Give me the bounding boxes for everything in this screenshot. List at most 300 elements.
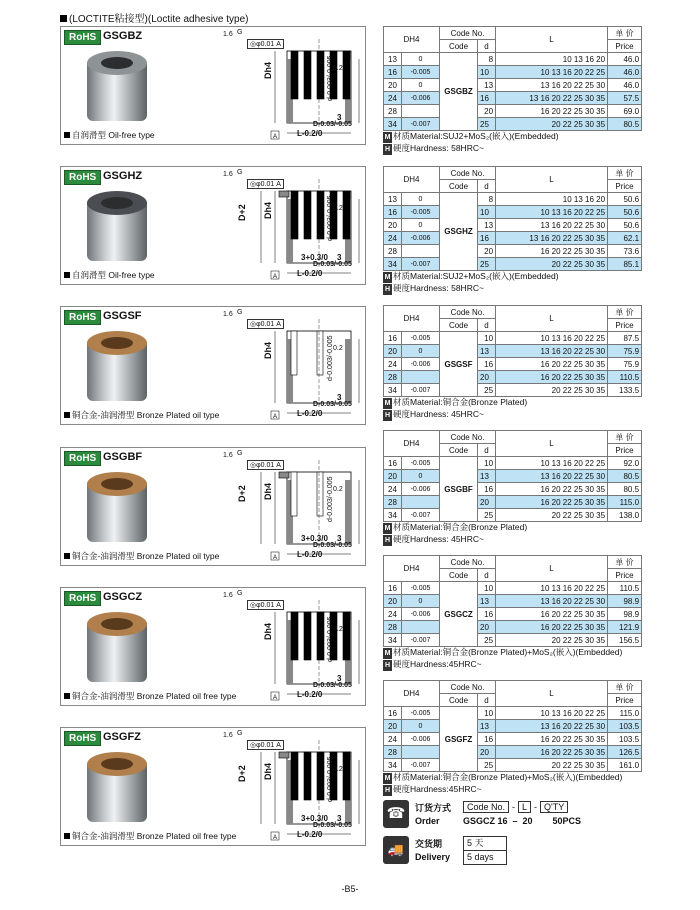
table-cell: 24 — [384, 483, 402, 496]
header-dh4: DH4 — [384, 431, 440, 457]
header-code-no: Code No. — [440, 167, 496, 180]
header-d: d — [478, 180, 496, 193]
order-field-l: L — [518, 801, 531, 813]
technical-drawing — [179, 590, 363, 702]
table-cell: 34 — [384, 384, 402, 397]
order-section — [383, 800, 663, 832]
hardness-line: H 硬度Hardness: 58HRC~ — [384, 143, 484, 153]
header-d: d — [478, 444, 496, 457]
rohs-badge: RoHS — [64, 451, 101, 466]
datum-g: G — [237, 309, 243, 316]
table-cell — [402, 496, 440, 509]
table-row — [384, 371, 642, 384]
outer-d-label: D-0.03/-0.05 — [313, 822, 352, 829]
product-caption: 铜合金-油润滑型 Bronze Plated oil type — [64, 409, 219, 421]
table-cell: 20 22 25 30 35 — [496, 759, 608, 772]
dh-label: Dh4 — [263, 622, 273, 640]
table-cell: 20 — [384, 219, 402, 232]
material-line: M 材质Material:SUJ2+MoS₂(嵌入)(Embedded) — [384, 271, 559, 281]
surface-roughness: 1.6 — [223, 311, 233, 318]
table-cell: 25 — [478, 258, 496, 271]
table-cell: 20 — [478, 746, 496, 759]
datum-g: G — [237, 169, 243, 176]
header-price-cn: 单 价 — [608, 431, 642, 444]
table-cell: 13 — [478, 79, 496, 92]
hardness-line: H 硬度Hardness: 45HRC~ — [384, 534, 484, 544]
table-cell: 115.0 — [608, 496, 642, 509]
table-cell: 20 22 25 30 35 — [496, 384, 608, 397]
table-row — [384, 759, 642, 772]
table-cell — [402, 621, 440, 634]
table-row — [384, 496, 642, 509]
d-label: d-0.003/-0.005 — [327, 55, 334, 101]
table-cell: 133.5 — [608, 384, 642, 397]
table-cell: 0 — [402, 193, 440, 206]
table-cell: 13 16 20 22 25 30 — [496, 470, 608, 483]
table-cell: 20 — [478, 621, 496, 634]
surface-roughness: 1.6 — [223, 452, 233, 459]
length-label: L-0.2/0 — [297, 830, 323, 839]
product-caption: 铜合金-油润滑型 Bronze Plated oil type — [64, 550, 219, 562]
header-dh4: DH4 — [384, 167, 440, 193]
table-cell: 28 — [384, 496, 402, 509]
material-line: M 材质Material:铜合金(Bronze Plated) — [384, 522, 528, 532]
technical-drawing — [179, 29, 363, 141]
table-cell: 20 22 25 30 35 — [496, 118, 608, 131]
table-row — [384, 746, 642, 759]
code-cell: GSGSF — [440, 332, 478, 397]
header-price-en: Price — [608, 444, 642, 457]
table-cell: -0.006 — [402, 608, 440, 621]
table-cell: 16 20 22 25 30 35 — [496, 245, 608, 258]
length-label: L-0.2/0 — [297, 409, 323, 418]
table-row — [384, 457, 642, 470]
table-cell: 24 — [384, 358, 402, 371]
table-row — [384, 105, 642, 118]
table-row — [384, 306, 642, 319]
table-cell: 0 — [402, 345, 440, 358]
outer-d-label: D-0.03/-0.05 — [313, 261, 352, 268]
position-tolerance: ◎φ0.01 A — [247, 179, 284, 189]
product-panel-gsgbz — [60, 26, 366, 145]
table-cell: 10 13 16 20 — [496, 193, 608, 206]
datum-g: G — [237, 590, 243, 597]
header-price-en: Price — [608, 694, 642, 707]
d2-label: D+2 — [237, 765, 247, 782]
d-label: d-0.003/-0.005 — [327, 756, 334, 802]
material-line: M 材质Material:铜合金(Bronze Plated)+MoS₂(嵌入)(Embedded) — [384, 647, 623, 657]
table-cell: 24 — [384, 92, 402, 105]
product-caption: 自润滑型 Oil-free type — [64, 269, 155, 281]
table-cell: 98.9 — [608, 595, 642, 608]
table-cell: 13 — [478, 595, 496, 608]
chamfer-label: 3 — [337, 534, 342, 543]
order-label-en: Order — [415, 816, 440, 826]
table-row — [384, 27, 642, 40]
table-cell: 46.0 — [608, 66, 642, 79]
table-cell: 34 — [384, 258, 402, 271]
table-cell: 24 — [384, 733, 402, 746]
table-cell: -0.005 — [402, 66, 440, 79]
page-header: (LOCTITE粘接型)(Loctite adhesive type) — [60, 10, 249, 25]
table-cell: 28 — [384, 621, 402, 634]
table-cell: -0.005 — [402, 332, 440, 345]
table-cell: 20 — [478, 371, 496, 384]
table-cell: 20 — [478, 245, 496, 258]
angle-label: 0.2 — [333, 486, 343, 493]
position-tolerance: ◎φ0.01 A — [247, 740, 284, 750]
datum-g: G — [237, 450, 243, 457]
table-cell: 13 — [478, 720, 496, 733]
outer-d-label: D-0.03/-0.05 — [313, 542, 352, 549]
table-cell: -0.005 — [402, 206, 440, 219]
table-cell: 50.6 — [608, 206, 642, 219]
table-cell: 13 16 20 22 25 30 — [496, 79, 608, 92]
table-cell: 75.9 — [608, 345, 642, 358]
table-cell: 13 — [384, 53, 402, 66]
table-cell: 25 — [478, 634, 496, 647]
table-cell: 28 — [384, 746, 402, 759]
table-cell: 25 — [478, 759, 496, 772]
position-tolerance: ◎φ0.01 A — [247, 39, 284, 49]
table-cell: 10 13 16 20 22 25 — [496, 66, 608, 79]
table-cell: 20 — [384, 345, 402, 358]
table-row — [384, 556, 642, 569]
table-cell — [402, 746, 440, 759]
table-row — [384, 733, 642, 746]
model-name: GSGBF — [103, 451, 143, 463]
header-l: L — [496, 431, 608, 457]
table-cell: -0.006 — [402, 92, 440, 105]
table-row — [384, 118, 642, 131]
table-cell: 161.0 — [608, 759, 642, 772]
header-price-en: Price — [608, 319, 642, 332]
table-cell: 16 20 22 25 30 35 — [496, 621, 608, 634]
technical-drawing — [179, 450, 363, 562]
hardness-line: H 硬度Hardness: 45HRC~ — [384, 409, 484, 419]
table-cell: 13 — [478, 345, 496, 358]
order-label-cn: 订货方式 — [415, 803, 452, 813]
angle-label: 0.2 — [333, 205, 343, 212]
surface-roughness: 1.6 — [223, 31, 233, 38]
material-line: M 材质Material:铜合金(Bronze Plated) — [384, 397, 528, 407]
delivery-value-en: 5 days — [464, 850, 506, 864]
header-code: Code — [440, 444, 478, 457]
angle-label: 0.2 — [333, 626, 343, 633]
table-cell: 20 22 25 30 35 — [496, 509, 608, 522]
dh-label: Dh4 — [263, 762, 273, 780]
length-label: L-0.2/0 — [297, 129, 323, 138]
table-cell: -0.007 — [402, 118, 440, 131]
table-cell: 13 16 20 22 25 30 — [496, 720, 608, 733]
code-cell: GSGBF — [440, 457, 478, 522]
table-cell: 13 — [478, 219, 496, 232]
table-cell: 50.6 — [608, 219, 642, 232]
code-cell: GSGFZ — [440, 707, 478, 772]
table-row — [384, 258, 642, 271]
table-cell: 13 16 20 22 25 30 — [496, 345, 608, 358]
table-row — [384, 219, 642, 232]
technical-drawing — [179, 730, 363, 842]
length-label: L-0.2/0 — [297, 269, 323, 278]
table-cell: 46.0 — [608, 53, 642, 66]
header-dh4: DH4 — [384, 556, 440, 582]
surface-roughness: 1.6 — [223, 732, 233, 739]
slot-label: 3+0.3/0 — [301, 534, 328, 543]
table-cell: 20 — [478, 105, 496, 118]
rohs-badge: RoHS — [64, 591, 101, 606]
header-code: Code — [440, 319, 478, 332]
header-d: d — [478, 569, 496, 582]
table-cell: 85.1 — [608, 258, 642, 271]
table-cell: 16 — [478, 232, 496, 245]
table-row — [384, 431, 642, 444]
table-row — [384, 232, 642, 245]
table-cell: 13 — [384, 193, 402, 206]
table-cell: 10 13 16 20 22 25 — [496, 707, 608, 720]
header-code: Code — [440, 40, 478, 53]
material-line: M 材质Material:铜合金(Bronze Plated)+MoS₂(嵌入)(Embedded) — [384, 772, 623, 782]
table-cell: 98.9 — [608, 608, 642, 621]
product-panel-gsgcz — [60, 587, 366, 706]
table-cell: 0 — [402, 219, 440, 232]
dh-label: Dh4 — [263, 201, 273, 219]
product-photo — [83, 49, 151, 125]
table-cell: 110.5 — [608, 371, 642, 384]
table-cell: 50.6 — [608, 193, 642, 206]
table-cell: 126.5 — [608, 746, 642, 759]
table-cell: 25 — [478, 509, 496, 522]
code-cell: GSGHZ — [440, 193, 478, 271]
table-row — [384, 595, 642, 608]
table-cell: 20 — [384, 720, 402, 733]
table-cell: 28 — [384, 371, 402, 384]
rohs-badge: RoHS — [64, 30, 101, 45]
table-cell: 34 — [384, 759, 402, 772]
angle-label: 0.2 — [333, 766, 343, 773]
model-name: GSGBZ — [103, 30, 143, 42]
d2-label: D+2 — [237, 204, 247, 221]
table-cell: 20 — [384, 470, 402, 483]
svg-text:A: A — [273, 134, 278, 140]
svg-text:A: A — [273, 414, 278, 420]
chamfer-label: 3 — [337, 814, 342, 823]
code-cell: GSGBZ — [440, 53, 478, 131]
outer-d-label: D-0.03/-0.05 — [313, 401, 352, 408]
table-row — [384, 79, 642, 92]
code-cell: GSGCZ — [440, 582, 478, 647]
table-cell: 13 16 20 22 25 30 — [496, 219, 608, 232]
table-cell: 10 — [478, 66, 496, 79]
header-code-no: Code No. — [440, 681, 496, 694]
table-cell: 115.0 — [608, 707, 642, 720]
spec-table-gsghz — [383, 166, 641, 295]
table-cell: 24 — [384, 608, 402, 621]
header-dh4: DH4 — [384, 681, 440, 707]
table-cell: 16 — [384, 707, 402, 720]
header-dh4: DH4 — [384, 306, 440, 332]
product-panel-gsgsf — [60, 306, 366, 425]
table-cell: 73.6 — [608, 245, 642, 258]
truck-icon: 🚚 — [383, 836, 409, 864]
table-cell: 13 — [478, 470, 496, 483]
table-cell: 34 — [384, 509, 402, 522]
d-label: d-0.003/-0.005 — [327, 335, 334, 381]
table-cell: 16 — [384, 66, 402, 79]
header-price-cn: 单 价 — [608, 681, 642, 694]
table-cell: 10 — [478, 707, 496, 720]
table-cell: 80.5 — [608, 483, 642, 496]
table-cell: 20 22 25 30 35 — [496, 258, 608, 271]
spec-table-gsgcz — [383, 555, 641, 671]
slot-label: 3+0.3/0 — [301, 814, 328, 823]
table-cell: -0.007 — [402, 759, 440, 772]
table-cell: 103.5 — [608, 720, 642, 733]
table-cell: -0.006 — [402, 358, 440, 371]
table-row — [384, 92, 642, 105]
table-cell: -0.006 — [402, 483, 440, 496]
order-example: GSGCZ 16 – 20 50PCS — [463, 816, 582, 826]
dh-label: Dh4 — [263, 341, 273, 359]
table-cell: 13 16 20 22 25 30 — [496, 595, 608, 608]
svg-text:A: A — [273, 274, 278, 280]
product-caption: 铜合金-油润滑型 Bronze Plated oil free type — [64, 830, 236, 842]
table-cell: 10 13 16 20 — [496, 53, 608, 66]
table-cell: 10 13 16 20 22 25 — [496, 582, 608, 595]
table-cell: 10 13 16 20 22 25 — [496, 457, 608, 470]
table-cell: 13 16 20 22 25 30 35 — [496, 92, 608, 105]
table-cell: 16 20 22 25 30 35 — [496, 733, 608, 746]
header-code: Code — [440, 569, 478, 582]
product-photo — [83, 750, 151, 826]
product-photo — [83, 189, 151, 265]
table-cell: 34 — [384, 634, 402, 647]
rohs-badge: RoHS — [64, 731, 101, 746]
technical-drawing — [179, 309, 363, 421]
hardness-line: H 硬度Hardness:45HRC~ — [384, 659, 482, 669]
table-row — [384, 608, 642, 621]
table-cell: 16 20 22 25 30 35 — [496, 746, 608, 759]
table-cell: 10 — [478, 206, 496, 219]
order-format: Code No. - L - Q'TY — [463, 801, 568, 813]
table-cell: 92.0 — [608, 457, 642, 470]
header-code-no: Code No. — [440, 556, 496, 569]
table-row — [384, 582, 642, 595]
length-label: L-0.2/0 — [297, 690, 323, 699]
table-cell: 16 — [478, 358, 496, 371]
svg-text:A: A — [273, 555, 278, 561]
table-cell: 80.5 — [608, 118, 642, 131]
table-cell: 16 20 22 25 30 35 — [496, 608, 608, 621]
model-name: GSGCZ — [103, 591, 143, 603]
table-cell: 8 — [478, 53, 496, 66]
product-caption: 铜合金-油润滑型 Bronze Plated oil free type — [64, 690, 236, 702]
table-cell: 0 — [402, 720, 440, 733]
table-cell: 16 — [384, 206, 402, 219]
table-cell: 20 — [384, 595, 402, 608]
table-row — [384, 206, 642, 219]
table-cell: 0 — [402, 470, 440, 483]
table-cell: 10 — [478, 582, 496, 595]
angle-label: 0.2 — [333, 345, 343, 352]
header-l: L — [496, 556, 608, 582]
d-label: d-0.003/-0.005 — [327, 195, 334, 241]
page-number: -B5- — [341, 884, 359, 894]
svg-text:A: A — [273, 695, 278, 701]
chamfer-label: 3 — [337, 674, 342, 683]
table-row — [384, 245, 642, 258]
table-cell: 0 — [402, 79, 440, 92]
table-cell: 16 — [384, 582, 402, 595]
table-cell — [402, 371, 440, 384]
table-cell: 156.5 — [608, 634, 642, 647]
table-cell: 80.5 — [608, 470, 642, 483]
table-cell: 16 — [478, 733, 496, 746]
angle-label: 0.2 — [333, 65, 343, 72]
table-cell: 25 — [478, 384, 496, 397]
table-cell — [402, 105, 440, 118]
table-cell: 0 — [402, 53, 440, 66]
table-cell: -0.005 — [402, 707, 440, 720]
table-row — [384, 358, 642, 371]
table-cell: 75.9 — [608, 358, 642, 371]
header-code-no: Code No. — [440, 431, 496, 444]
rohs-badge: RoHS — [64, 170, 101, 185]
header-price-cn: 单 价 — [608, 306, 642, 319]
product-panel-gsgbf — [60, 447, 366, 566]
table-cell: 103.5 — [608, 733, 642, 746]
outer-d-label: D-0.03/-0.05 — [313, 121, 352, 128]
table-cell: 13 16 20 22 25 30 35 — [496, 232, 608, 245]
table-row — [384, 53, 642, 66]
table-cell: 10 — [478, 457, 496, 470]
dh-label: Dh4 — [263, 61, 273, 79]
table-row — [384, 707, 642, 720]
table-cell: 46.0 — [608, 79, 642, 92]
product-photo — [83, 610, 151, 686]
table-cell: 25 — [478, 118, 496, 131]
table-cell: 28 — [384, 105, 402, 118]
table-cell: -0.005 — [402, 457, 440, 470]
table-cell: 110.5 — [608, 582, 642, 595]
header-price-cn: 单 价 — [608, 27, 642, 40]
table-cell — [402, 245, 440, 258]
header-code: Code — [440, 694, 478, 707]
table-cell: 16 — [478, 483, 496, 496]
table-row — [384, 720, 642, 733]
spec-table-gsgbf — [383, 430, 641, 546]
position-tolerance: ◎φ0.01 A — [247, 319, 284, 329]
table-cell: 20 22 25 30 35 — [496, 634, 608, 647]
dh-label: Dh4 — [263, 482, 273, 500]
table-cell: 16 20 22 25 30 35 — [496, 496, 608, 509]
table-row — [384, 634, 642, 647]
table-cell: 8 — [478, 193, 496, 206]
table-cell: 138.0 — [608, 509, 642, 522]
product-photo — [83, 470, 151, 546]
header-code: Code — [440, 180, 478, 193]
d-label: d-0.003/-0.005 — [327, 476, 334, 522]
header-d: d — [478, 40, 496, 53]
table-row — [384, 621, 642, 634]
table-row — [384, 483, 642, 496]
table-cell: 16 — [478, 608, 496, 621]
table-cell: -0.007 — [402, 634, 440, 647]
header-dh4: DH4 — [384, 27, 440, 53]
product-panel-gsghz — [60, 166, 366, 285]
delivery-value-cn: 5 天 — [467, 838, 484, 848]
rohs-badge: RoHS — [64, 310, 101, 325]
